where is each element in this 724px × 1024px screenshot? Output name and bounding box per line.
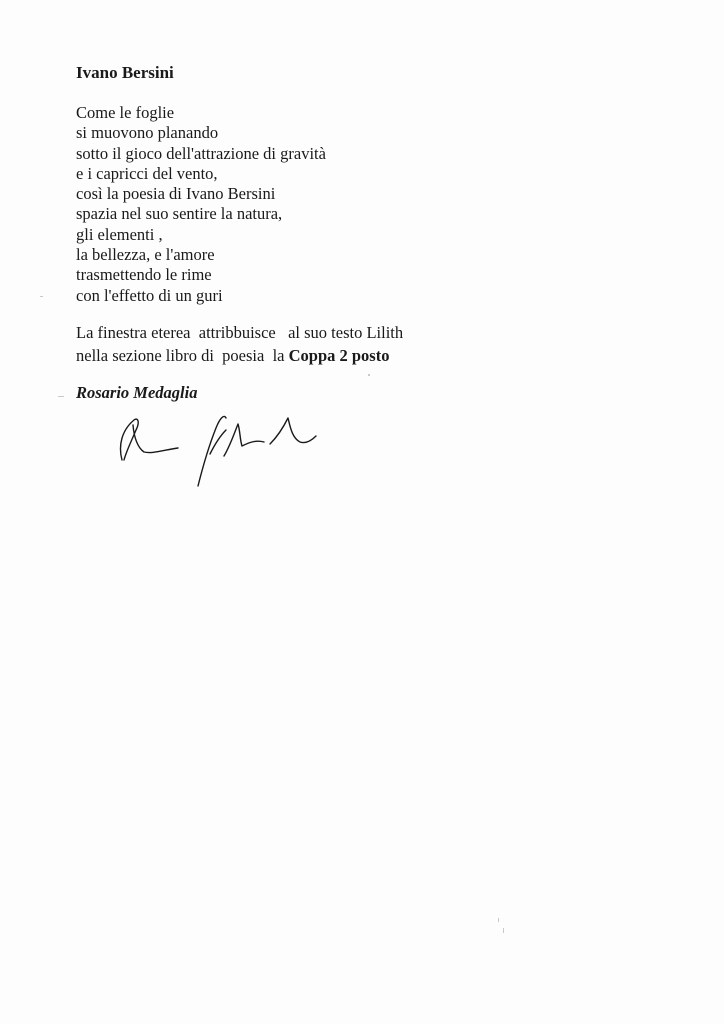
poem-line: si muovono planando [76,123,219,143]
award-line-1: La finestra eterea attribbuisce al suo testo Lilith [76,323,404,342]
scan-mark [503,928,504,933]
author-name: Rosario Medaglia [76,383,198,402]
scan-mark [368,374,370,376]
award-line-2-prefix: nella sezione libro di poesia la [76,346,289,365]
poem-line: e i capricci del vento, [76,163,218,183]
scan-mark [40,296,43,297]
poem-line: la bellezza, e l'amore [76,245,215,265]
document-heading: Ivano Bersini [76,63,174,82]
poem-line: sotto il gioco dell'attrazione di gravità [76,143,326,163]
handwritten-signature [100,390,340,500]
award-prize: Coppa 2 posto [288,346,390,365]
poem-line: con l'effetto di un guri [76,285,223,305]
award-text [76,321,403,367]
poem-line: Come le foglie [76,103,175,122]
award-line-2 [76,344,403,367]
poem-line: trasmettendo le rime [76,265,212,285]
scan-mark [498,918,499,922]
poem-text [76,103,326,306]
poem-line: così la poesia di Ivano Bersini [76,184,276,204]
poem-line: spazia nel suo sentire la natura, [76,204,283,224]
poem-line: gli elementi , [76,224,163,244]
scan-mark [58,396,64,397]
